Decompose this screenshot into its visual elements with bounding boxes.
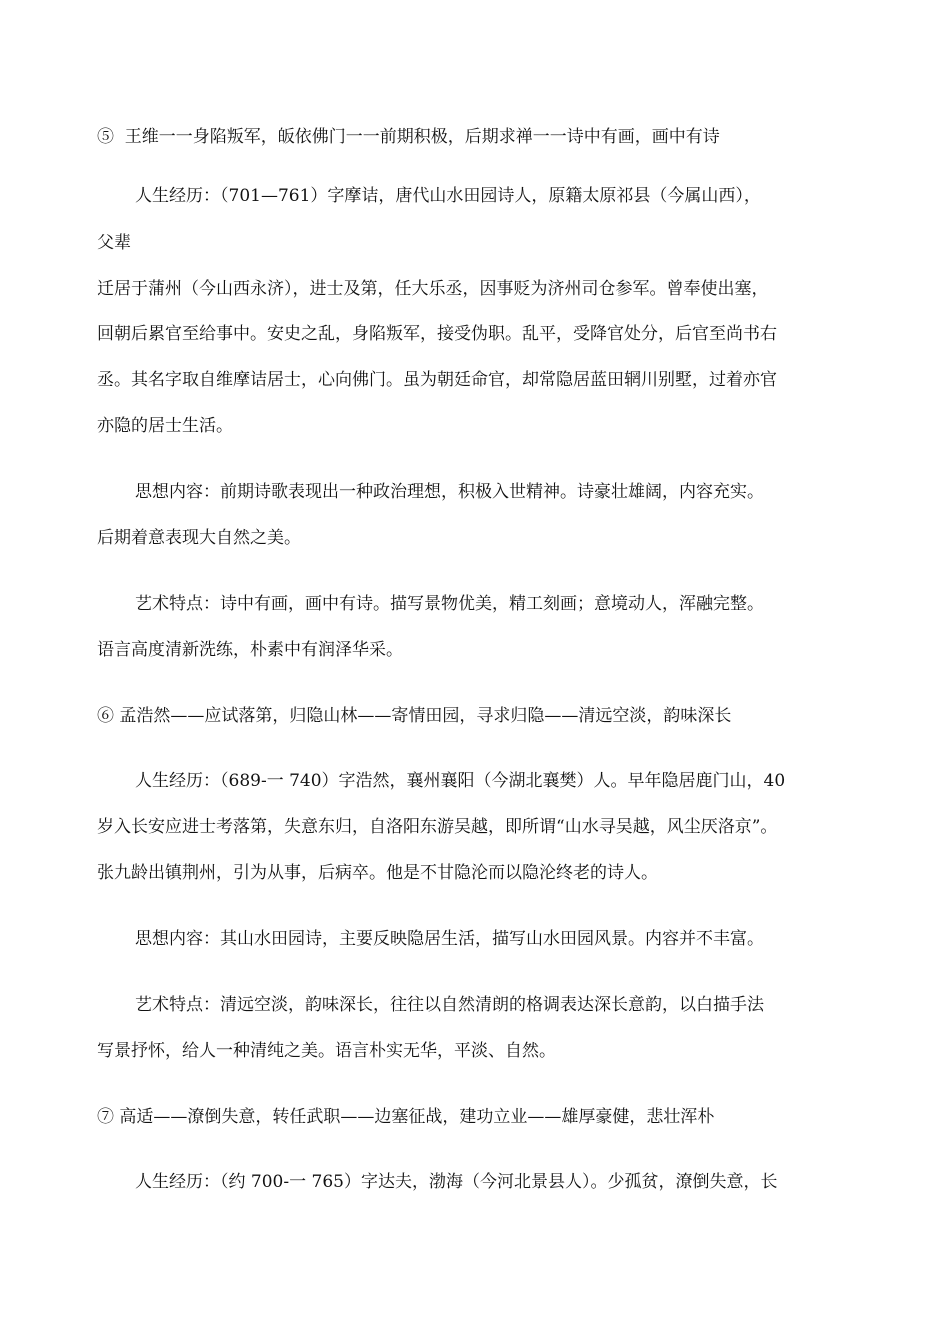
paragraph-line: 亦隐的居士生活。 — [97, 416, 233, 436]
paragraph-line: 写景抒怀，给人一种清纯之美。语言朴实无华，平淡、自然。 — [97, 1041, 556, 1061]
paragraph-line: 迁居于蒲州（今山西永济），进士及第，任大乐丞，因事贬为济州司仓参军。曾奉使出塞， — [97, 279, 769, 299]
section-5-heading: ⑤ 王维一一身陷叛军，皈依佛门一一前期积极，后期求禅一一诗中有画，画中有诗 — [97, 127, 720, 147]
section-7-heading: ⑦ 高适——潦倒失意，转任武职——边塞征战，建功立业——雄厚豪健，悲壮浑朴 — [97, 1107, 715, 1127]
paragraph-line: 父辈 — [97, 233, 131, 253]
paragraph-line: 后期着意表现大自然之美。 — [97, 528, 301, 548]
paragraph-line: 张九龄出镇荆州，引为从事，后病卒。他是不甘隐沦而以隐沦终老的诗人。 — [97, 863, 658, 883]
paragraph-line: 语言高度清新洗练，朴素中有润泽华采。 — [97, 640, 403, 660]
paragraph-line: 人生经历：（约 700-一 765）字达夫，渤海（今河北景县人）。少孤贫，潦倒失意，长 — [135, 1172, 778, 1192]
paragraph-line: 人生经历：（701—761）字摩诘，唐代山水田园诗人，原籍太原祁县（今属山西）， — [135, 186, 761, 206]
paragraph-line: 岁入长安应进士考落第，失意东归，自洛阳东游吴越，即所谓“山水寻吴越，风尘厌洛京”。 — [97, 817, 778, 837]
section-6-heading: ⑥ 孟浩然——应试落第，归隐山林——寄情田园，寻求归隐——清远空淡，韵味深长 — [97, 706, 732, 726]
paragraph-line: 思想内容：前期诗歌表现出一种政治理想，积极入世精神。诗豪壮雄阔，内容充实。 — [135, 482, 764, 502]
paragraph-line: 思想内容：其山水田园诗，主要反映隐居生活，描写山水田园风景。内容并不丰富。 — [135, 929, 764, 949]
paragraph-line: 艺术特点：清远空淡，韵味深长，往往以自然清朗的格调表达深长意韵，以白描手法 — [135, 995, 764, 1015]
paragraph-line: 回朝后累官至给事中。安史之乱，身陷叛军，接受伪职。乱平，受降官处分，后官至尚书右 — [97, 324, 777, 344]
paragraph-line: 艺术特点：诗中有画，画中有诗。描写景物优美，精工刻画；意境动人，浑融完整。 — [135, 594, 764, 614]
paragraph-line: 人生经历：（689-一 740）字浩然，襄州襄阳（今湖北襄樊）人。早年隐居鹿门山，40 — [135, 771, 786, 791]
paragraph-line: 丞。其名字取自维摩诘居士，心向佛门。虽为朝廷命官，却常隐居蓝田辋川别墅，过着亦官 — [97, 370, 777, 390]
